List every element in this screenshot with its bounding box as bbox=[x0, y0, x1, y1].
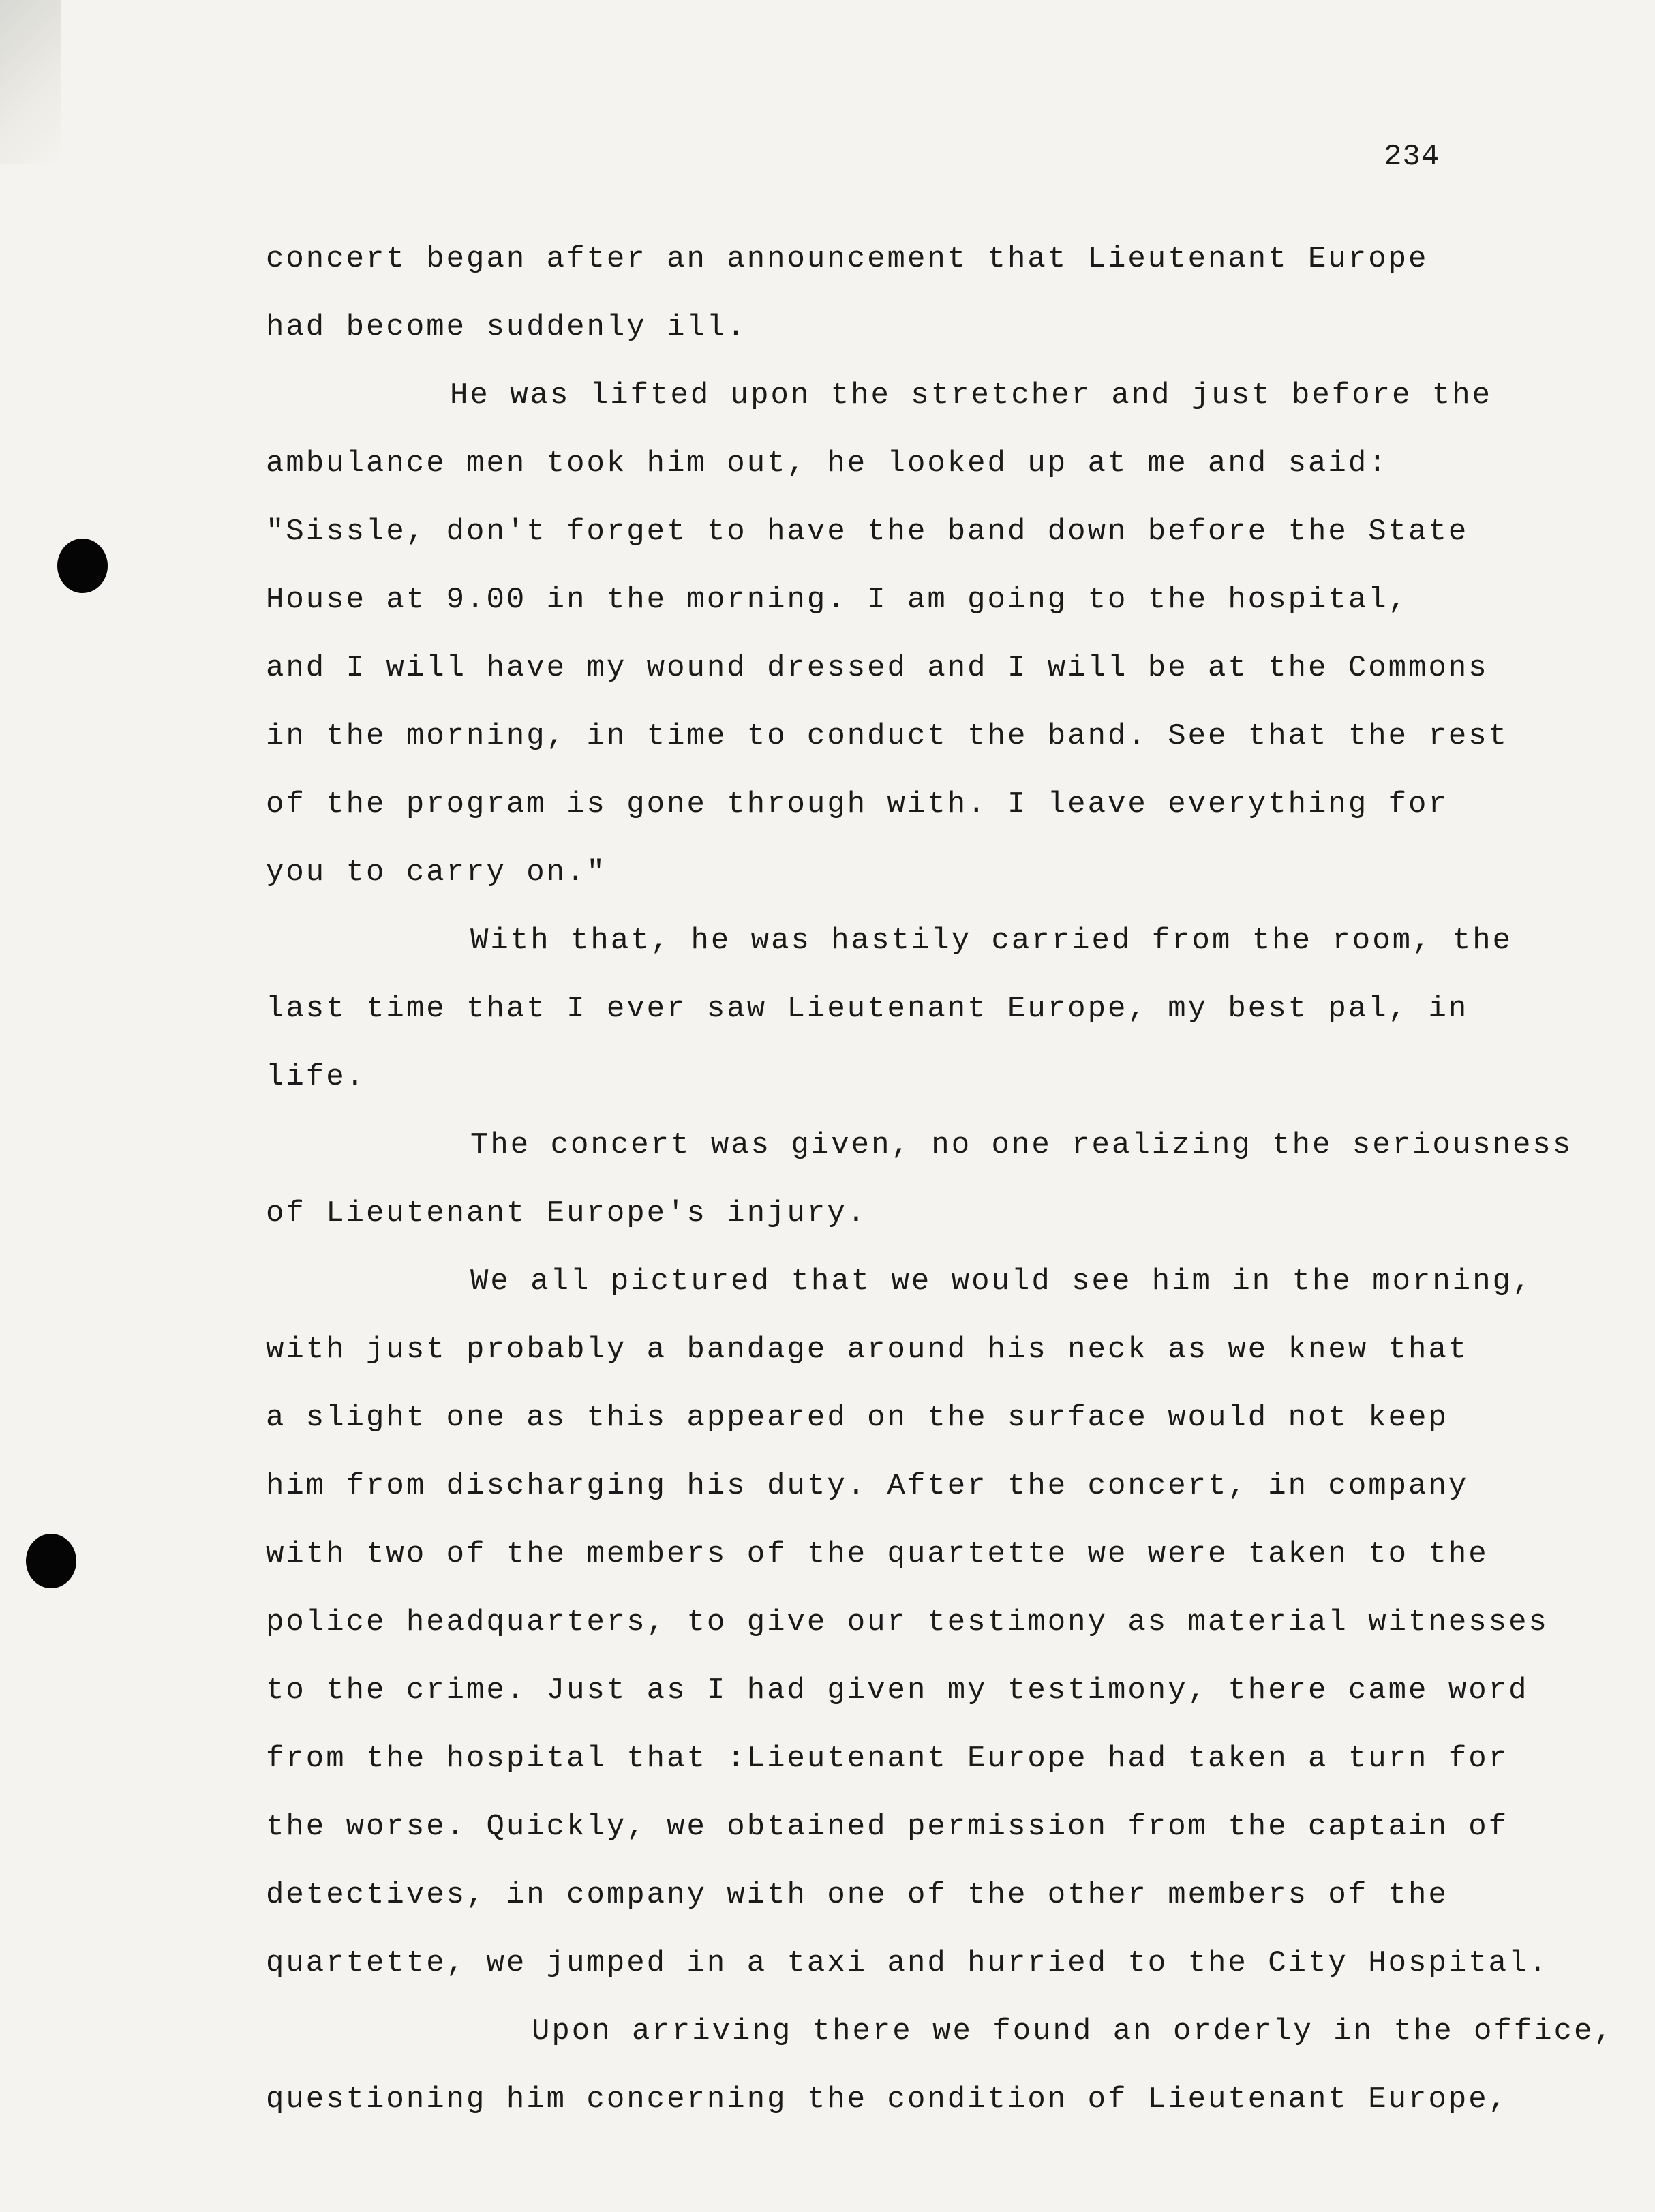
text-line: Upon arriving there we found an orderly in the office, bbox=[532, 2014, 1614, 2048]
text-line: the worse. Quickly, we obtained permission from the captain of bbox=[266, 1810, 1509, 1844]
text-line: House at 9.00 in the morning. I am going to the hospital, bbox=[266, 583, 1409, 617]
text-line: We all pictured that we would see him in the morning, bbox=[470, 1264, 1533, 1299]
text-line: police headquarters, to give our testimony as material witnesses bbox=[266, 1605, 1549, 1639]
text-line: of Lieutenant Europe's injury. bbox=[266, 1196, 868, 1230]
page-number: 234 bbox=[1384, 140, 1440, 174]
text-line: with two of the members of the quartette we were taken to the bbox=[266, 1537, 1489, 1571]
text-line: concert began after an announcement that Lieutenant Europe bbox=[266, 242, 1429, 276]
text-line: He was lifted upon the stretcher and just before the bbox=[450, 378, 1493, 412]
text-line: you to carry on." bbox=[266, 855, 607, 890]
text-line: quartette, we jumped in a taxi and hurried to the City Hospital. bbox=[266, 1946, 1549, 1980]
punch-hole-bottom bbox=[26, 1534, 76, 1588]
text-line: him from discharging his duty. After the concert, in company bbox=[266, 1469, 1469, 1503]
text-line: ambulance men took him out, he looked up at me and said: bbox=[266, 446, 1388, 481]
text-line: questioning him concerning the condition of Lieutenant Europe, bbox=[266, 2082, 1509, 2117]
text-line: and I will have my wound dressed and I will be at the Commons bbox=[266, 651, 1489, 685]
text-line: of the program is gone through with. I leave everything for bbox=[266, 787, 1448, 821]
text-line: to the crime. Just as I had given my testimony, there came word bbox=[266, 1673, 1529, 1708]
text-line: a slight one as this appeared on the surface would not keep bbox=[266, 1401, 1448, 1435]
punch-hole-top bbox=[57, 539, 108, 593]
text-line: last time that I ever saw Lieutenant Europe, my best pal, in bbox=[266, 992, 1469, 1026]
text-line: "Sissle, don't forget to have the band down before the State bbox=[266, 515, 1469, 549]
text-line: detectives, in company with one of the other members of the bbox=[266, 1878, 1448, 1912]
page-edge-shading bbox=[0, 0, 61, 164]
text-line: The concert was given, no one realizing the seriousness bbox=[470, 1128, 1573, 1162]
text-line: had become suddenly ill. bbox=[266, 310, 747, 344]
text-line: With that, he was hastily carried from the room, the bbox=[470, 924, 1513, 958]
text-line: life. bbox=[266, 1060, 367, 1094]
text-line: with just probably a bandage around his neck as we knew that bbox=[266, 1333, 1469, 1367]
text-line: from the hospital that :Lieutenant Europe had taken a turn for bbox=[266, 1742, 1509, 1776]
text-line: in the morning, in time to conduct the band. See that the rest bbox=[266, 719, 1509, 753]
